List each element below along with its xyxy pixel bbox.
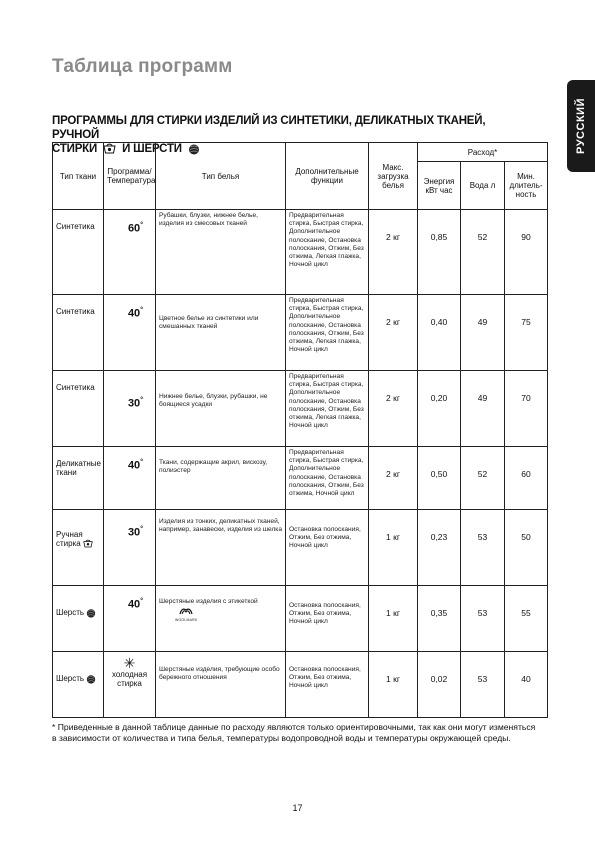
table-row bbox=[53, 510, 548, 586]
wool-icon bbox=[86, 608, 96, 617]
energy-cell: 0,85 bbox=[418, 210, 461, 295]
duration-cell: 70 bbox=[505, 371, 548, 447]
header-program: Программа/ Температура bbox=[104, 143, 156, 210]
water-cell: 53 bbox=[461, 510, 505, 586]
table-row bbox=[53, 586, 548, 652]
energy-cell: 0,40 bbox=[418, 295, 461, 371]
water-cell: 49 bbox=[461, 371, 505, 447]
header-extra: Дополнительные функции bbox=[286, 143, 369, 210]
duration-cell: 55 bbox=[505, 586, 548, 652]
energy-cell: 0,50 bbox=[418, 447, 461, 510]
extra-functions-cell: Остановка полоскания, Отжим, Без отжима, Ночной цикл bbox=[286, 510, 369, 586]
extra-functions-cell: Предварительная стирка, Быстрая стирка, Дополнительное полоскание, Остановка полоскания, Отжим, Без отжима, Легкая глажка, Ночной цикл bbox=[286, 295, 369, 371]
temperature-cell: 60° bbox=[104, 210, 156, 295]
temperature-cell: 30° bbox=[104, 510, 156, 586]
header-max-load: Макс. загрузка белья bbox=[369, 143, 418, 210]
temperature-cell: 40° bbox=[104, 586, 156, 652]
load-cell: 1 кг bbox=[369, 586, 418, 652]
hand-wash-icon bbox=[83, 539, 93, 548]
duration-cell: 40 bbox=[505, 652, 548, 718]
fabric-cell: Ручная стирка bbox=[53, 510, 104, 586]
laundry-cell: Изделия из тонких, деликатных тканей, например, занавески, изделия из шелка bbox=[156, 510, 286, 586]
table-row bbox=[53, 447, 548, 510]
header-consumption: Расход* bbox=[418, 143, 548, 162]
water-cell: 53 bbox=[461, 652, 505, 718]
extra-functions-cell: Предварительная стирка, Быстрая стирка, Дополнительное полоскание, Остановка полоскания, Отжим, Без отжима, Легкая глажка, Ночной цикл bbox=[286, 371, 369, 447]
load-cell: 2 кг bbox=[369, 210, 418, 295]
water-cell: 53 bbox=[461, 586, 505, 652]
table-row bbox=[53, 371, 548, 447]
laundry-cell: Шерстяные изделия, требующие особо бережного отношения bbox=[156, 652, 286, 718]
temperature-cell: 30° bbox=[104, 371, 156, 447]
extra-functions-cell: Предварительная стирка, Быстрая стирка, Дополнительное полоскание, Остановка полоскания, Отжим, Без отжима, Ночной цикл bbox=[286, 447, 369, 510]
energy-cell: 0,35 bbox=[418, 586, 461, 652]
temperature-cell: 40° bbox=[104, 295, 156, 371]
heading-line2a: СТИРКИ bbox=[52, 143, 98, 156]
water-cell: 49 bbox=[461, 295, 505, 371]
load-cell: 2 кг bbox=[369, 295, 418, 371]
fabric-cell: Синтетика bbox=[53, 210, 104, 295]
header-water: Вода л bbox=[461, 162, 505, 210]
extra-functions-cell: Остановка полоскания, Отжим, Без отжима, Ночной цикл bbox=[286, 586, 369, 652]
page-number: 17 bbox=[292, 803, 303, 813]
cold-wash-label: холодная стирка bbox=[111, 670, 148, 688]
load-cell: 1 кг bbox=[369, 652, 418, 718]
energy-cell: 0,20 bbox=[418, 371, 461, 447]
laundry-cell: Цветное белье из синтетики или смешанных тканей bbox=[156, 295, 286, 371]
snowflake-icon: ✳ bbox=[123, 655, 136, 671]
fabric-cell: Синтетика bbox=[53, 295, 104, 371]
heading-line2b: И ШЕРСТИ bbox=[122, 143, 182, 156]
header-laundry: Тип белья bbox=[156, 143, 286, 210]
water-cell: 52 bbox=[461, 447, 505, 510]
fabric-cell: Синтетика bbox=[53, 371, 104, 447]
load-cell: 2 кг bbox=[369, 447, 418, 510]
laundry-cell: Ткани, содержащие акрил, вискозу, полиэстер bbox=[156, 447, 286, 510]
header-duration: Мин. длитель-ность bbox=[505, 162, 548, 210]
language-tab bbox=[567, 80, 595, 172]
table-row bbox=[53, 295, 548, 371]
fabric-cell: Шерсть bbox=[53, 652, 104, 718]
duration-cell: 60 bbox=[505, 447, 548, 510]
duration-cell: 75 bbox=[505, 295, 548, 371]
extra-functions-cell: Остановка полоскания, Отжим, Без отжима, Ночной цикл bbox=[286, 652, 369, 718]
laundry-cell: Рубашки, блузки, нижнее белье, изделия из смесовых тканей bbox=[156, 210, 286, 295]
program-table bbox=[52, 142, 548, 718]
header-energy: Энергия кВт час bbox=[418, 162, 461, 210]
header-row bbox=[53, 143, 548, 162]
fabric-cell: Шерсть bbox=[53, 586, 104, 652]
wool-icon bbox=[86, 674, 96, 683]
heading-line1: ПРОГРАММЫ ДЛЯ СТИРКИ ИЗДЕЛИЙ ИЗ СИНТЕТИКИ, ДЕЛИКАТНЫХ ТКАНЕЙ, РУЧНОЙ bbox=[52, 115, 486, 141]
header-fabric: Тип ткани bbox=[53, 143, 104, 210]
extra-functions-cell: Предварительная стирка, Быстрая стирка, Дополнительное полоскание, Остановка полоскания, Отжим, Без отжима, Легкая глажка, Ночной цикл bbox=[286, 210, 369, 295]
duration-cell: 50 bbox=[505, 510, 548, 586]
load-cell: 2 кг bbox=[369, 371, 418, 447]
duration-cell: 90 bbox=[505, 210, 548, 295]
temperature-cell bbox=[104, 652, 156, 718]
laundry-cell: Шерстяные изделия с этикеткой WOOLMARK bbox=[156, 586, 286, 652]
page-title: Таблица программ bbox=[52, 56, 233, 77]
water-cell: 52 bbox=[461, 210, 505, 295]
language-tab-label: РУССКИЙ bbox=[575, 98, 587, 154]
laundry-cell: Нижнее белье, блузки, рубашки, не боящиеся усадки bbox=[156, 371, 286, 447]
load-cell: 1 кг bbox=[369, 510, 418, 586]
energy-cell: 0,23 bbox=[418, 510, 461, 586]
temperature-cell: 40° bbox=[104, 447, 156, 510]
woolmark-logo: WOOLMARK bbox=[175, 606, 197, 624]
fabric-cell: Деликатные ткани bbox=[53, 447, 104, 510]
footnote: * Приведенные в данной таблице данные по расходу являются только ориентировочными, так как они могут изменяться в зависимости от количества и типа белья, температуры водопроводной воды и температуры окружающей среды. bbox=[52, 722, 536, 743]
table-row bbox=[53, 210, 548, 295]
energy-cell: 0,02 bbox=[418, 652, 461, 718]
table-row bbox=[53, 652, 548, 718]
